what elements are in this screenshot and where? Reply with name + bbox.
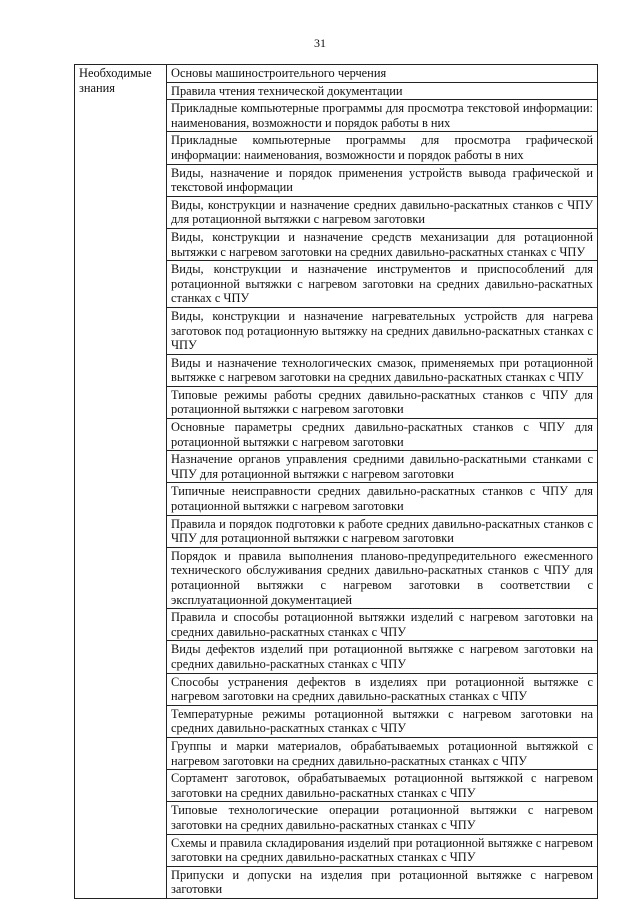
knowledge-item: Виды, назначение и порядок применения устройств вывода графической и текстовой информации	[167, 164, 598, 196]
knowledge-item: Виды, конструкции и назначение нагревательных устройств для нагрева заготовок под ротационную вытяжку на средних давильно-раскатных станках с ЧПУ	[167, 307, 598, 354]
page-number: 31	[314, 36, 326, 50]
knowledge-item: Правила и порядок подготовки к работе средних давильно-раскатных станков с ЧПУ для ротационной вытяжки с нагревом заготовки	[167, 515, 598, 547]
knowledge-item: Назначение органов управления средними давильно-раскатными станками с ЧПУ для ротационной вытяжки с нагревом заготовки	[167, 451, 598, 483]
knowledge-item: Виды, конструкции и назначение инструментов и приспособлений для ротационной вытяжки с нагревом заготовки на средних давильно-раскатных станках с ЧПУ	[167, 261, 598, 308]
knowledge-item: Виды, конструкции и назначение средств механизации для ротационной вытяжки с нагревом заготовки на средних давильно-раскатных станках с ЧПУ	[167, 228, 598, 260]
knowledge-item: Виды дефектов изделий при ротационной вытяжке с нагревом заготовки на средних давильно-раскатных станках с ЧПУ	[167, 641, 598, 673]
knowledge-item: Прикладные компьютерные программы для просмотра графической информации: наименования, возможности и порядок работы в них	[167, 132, 598, 164]
knowledge-table-body	[75, 65, 598, 899]
knowledge-item: Температурные режимы ротационной вытяжки с нагревом заготовки на средних давильно-раскатных станках с ЧПУ	[167, 705, 598, 737]
knowledge-item: Схемы и правила складирования изделий при ротационной вытяжке с нагревом заготовки на средних давильно-раскатных станках с ЧПУ	[167, 834, 598, 866]
knowledge-item: Правила и способы ротационной вытяжки изделий с нагревом заготовки на средних давильно-раскатных станках с ЧПУ	[167, 609, 598, 641]
knowledge-item: Припуски и допуски на изделия при ротационной вытяжке с нагревом заготовки	[167, 866, 598, 898]
knowledge-item: Виды, конструкции и назначение средних давильно-раскатных станков с ЧПУ для ротационной вытяжки с нагревом заготовки	[167, 196, 598, 228]
knowledge-item: Способы устранения дефектов в изделиях при ротационной вытяжке с нагревом заготовки на средних давильно-раскатных станках с ЧПУ	[167, 673, 598, 705]
knowledge-item: Основы машиностроительного черчения	[167, 65, 598, 83]
knowledge-item: Типовые режимы работы средних давильно-раскатных станков с ЧПУ для ротационной вытяжки с нагревом заготовки	[167, 386, 598, 418]
table-row	[75, 65, 598, 83]
knowledge-item: Правила чтения технической документации	[167, 82, 598, 100]
knowledge-item: Группы и марки материалов, обрабатываемых ротационной вытяжкой с нагревом заготовки на средних давильно-раскатных станках с ЧПУ	[167, 737, 598, 769]
knowledge-item: Прикладные компьютерные программы для просмотра текстовой информации: наименования, возможности и порядок работы в них	[167, 100, 598, 132]
knowledge-item: Основные параметры средних давильно-раскатных станков с ЧПУ для ротационной вытяжки с нагревом заготовки	[167, 419, 598, 451]
knowledge-item: Типичные неисправности средних давильно-раскатных станков с ЧПУ для ротационной вытяжки с нагревом заготовки	[167, 483, 598, 515]
knowledge-item: Виды и назначение технологических смазок, применяемых при ротационной вытяжке с нагревом заготовки на средних давильно-раскатных станках с ЧПУ	[167, 354, 598, 386]
knowledge-item: Сортамент заготовок, обрабатываемых ротационной вытяжкой с нагревом заготовки на средних давильно-раскатных станках с ЧПУ	[167, 770, 598, 802]
knowledge-table	[74, 64, 598, 899]
knowledge-item: Типовые технологические операции ротационной вытяжки с нагревом заготовки на средних давильно-раскатных станках с ЧПУ	[167, 802, 598, 834]
section-label: Необходимые знания	[75, 65, 167, 899]
knowledge-item: Порядок и правила выполнения планово-предупредительного ежесменного технического обслуживания средних давильно-раскатных станков с ЧПУ для ротационной вытяжки с нагревом заготовки в соответствии с эксплуатационной документацией	[167, 547, 598, 608]
